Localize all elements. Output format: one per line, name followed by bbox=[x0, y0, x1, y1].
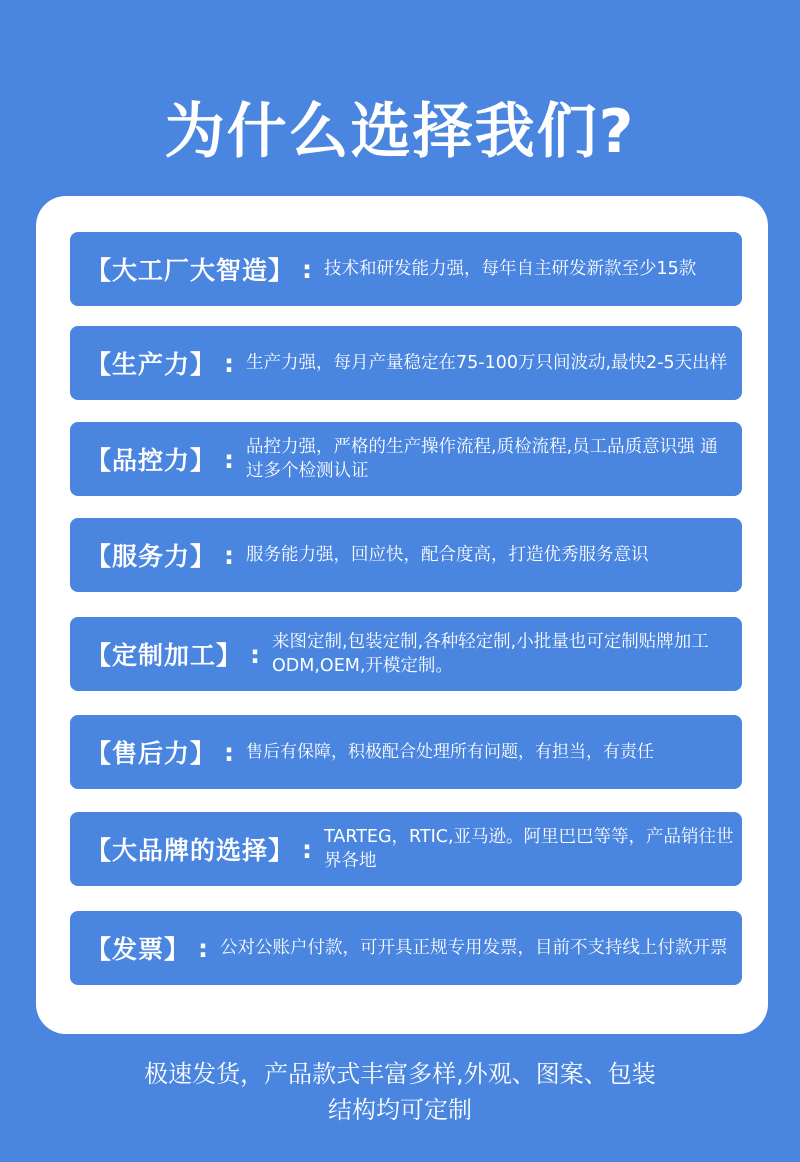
feature-label: 【大工厂大智造】 bbox=[86, 256, 295, 285]
feature-desc: TARTEG，RTIC,亚马逊。阿里巴巴等等，产品销往世界各地 bbox=[324, 827, 734, 871]
feature-colon: : bbox=[302, 834, 313, 864]
feature-desc: 技术和研发能力强，每年自主研发新款至少15款 bbox=[324, 259, 697, 279]
feature-desc: 来图定制,包装定制,各种轻定制,小批量也可定制贴牌加工ODM,OEM,开模定制。 bbox=[272, 632, 709, 676]
feature-colon: : bbox=[224, 737, 235, 767]
feature-colon: : bbox=[224, 348, 235, 378]
feature-label: 【服务力】 bbox=[86, 542, 217, 571]
feature-row-after-sales bbox=[70, 715, 742, 789]
feature-desc: 服务能力强，回应快，配合度高，打造优秀服务意识 bbox=[246, 545, 649, 565]
features-card bbox=[36, 196, 768, 1034]
feature-colon: : bbox=[224, 540, 235, 570]
footer-line-1: 极速发货，产品款式丰富多样,外观、图案、包装 bbox=[144, 1060, 656, 1088]
feature-label: 【定制加工】 bbox=[86, 641, 243, 670]
footer-text bbox=[0, 1056, 800, 1128]
feature-colon: : bbox=[224, 444, 235, 474]
feature-row-quality bbox=[70, 422, 742, 496]
feature-label: 【售后力】 bbox=[86, 739, 217, 768]
feature-label: 【品控力】 bbox=[86, 446, 217, 475]
feature-colon: : bbox=[302, 254, 313, 284]
feature-row-brands bbox=[70, 812, 742, 886]
feature-row-customization bbox=[70, 617, 742, 691]
feature-desc: 售后有保障，积极配合处理所有问题，有担当，有责任 bbox=[246, 742, 655, 762]
feature-label: 【大品牌的选择】 bbox=[86, 836, 295, 865]
feature-desc: 生产力强，每月产量稳定在75-100万只间波动,最快2-5天出样 bbox=[246, 353, 728, 373]
feature-colon: : bbox=[198, 933, 209, 963]
feature-desc: 品控力强，严格的生产操作流程,质检流程,员工品质意识强 通过多个检测认证 bbox=[246, 437, 718, 481]
feature-row-factory bbox=[70, 232, 742, 306]
feature-label: 【发票】 bbox=[86, 935, 191, 964]
feature-row-invoice bbox=[70, 911, 742, 985]
feature-label: 【生产力】 bbox=[86, 350, 217, 379]
page-title: 为什么选择我们? bbox=[164, 97, 636, 167]
feature-row-productivity bbox=[70, 326, 742, 400]
feature-desc: 公对公账户付款，可开具正规专用发票，目前不支持线上付款开票 bbox=[220, 938, 728, 958]
feature-row-service bbox=[70, 518, 742, 592]
footer-line-2: 结构均可定制 bbox=[328, 1096, 472, 1124]
feature-colon: : bbox=[250, 639, 261, 669]
